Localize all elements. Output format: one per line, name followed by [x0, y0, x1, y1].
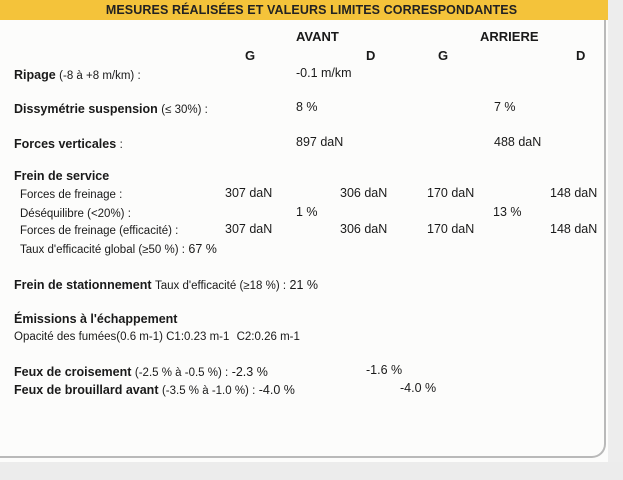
feux-brouillard-row — [14, 383, 295, 399]
feux-croisement-row — [14, 365, 268, 381]
feux-brouillard-label: Feux de brouillard avant — [14, 383, 159, 397]
ripage-row — [14, 68, 141, 84]
column-arriere-g: G — [438, 48, 449, 63]
desequilibre-avant: 1 % — [296, 205, 318, 219]
forces-freinage-label: Forces de freinage : — [20, 189, 123, 201]
feux-croisement-gauche: -2.3 % — [231, 365, 268, 379]
taux-efficacite-row — [20, 242, 217, 258]
dissymetrie-arriere: 7 % — [494, 100, 516, 114]
ripage-label: Ripage — [14, 68, 56, 82]
forces-efficacite-av-d: 306 daN — [340, 222, 388, 236]
frein-stationnement-title: Frein de stationnement — [14, 278, 152, 292]
feux-brouillard-droite: -4.0 % — [400, 381, 437, 395]
opacite-label: Opacité des fumées(0.6 m-1) — [14, 331, 163, 343]
forces-freinage-ar-d: 148 daN — [550, 186, 598, 200]
opacite-c1: C1:0.23 m-1 — [166, 331, 230, 343]
ripage-limit: (-8 à +8 m/km) : — [59, 70, 141, 82]
header-title: MESURES RÉALISÉES ET VALEURS LIMITES CORRESPONDANTES — [105, 3, 518, 17]
emissions-row — [14, 330, 300, 345]
dissymetrie-limit: (≤ 30%) : — [161, 104, 208, 116]
emissions-title: Émissions à l'échappement — [14, 312, 178, 326]
dissymetrie-row — [14, 102, 208, 118]
forces-verticales-arriere: 488 daN — [494, 135, 542, 149]
forces-efficacite-ar-g: 170 daN — [427, 222, 475, 236]
desequilibre-arriere: 13 % — [493, 205, 522, 219]
forces-efficacite-label: Forces de freinage (efficacité) : — [20, 225, 179, 237]
forces-verticales-row — [14, 137, 123, 153]
page-edge-bottom — [0, 462, 623, 480]
column-avant-g: G — [245, 48, 256, 63]
taux-efficacite-value: 67 % — [188, 242, 217, 256]
opacite-c2: C2:0.26 m-1 — [236, 331, 300, 343]
feux-brouillard-gauche: -4.0 % — [258, 383, 295, 397]
forces-efficacite-av-g: 307 daN — [225, 222, 273, 236]
forces-freinage-ar-g: 170 daN — [427, 186, 475, 200]
column-avant: AVANT — [296, 29, 339, 44]
feux-croisement-label: Feux de croisement — [14, 365, 132, 379]
frein-stationnement-value: 21 % — [289, 278, 319, 292]
column-arriere-d: D — [576, 48, 586, 63]
desequilibre-label: Déséquilibre (<20%) : — [20, 208, 131, 220]
dissymetrie-avant: 8 % — [296, 100, 318, 114]
ripage-value: -0.1 m/km — [296, 66, 352, 80]
frein-stationnement-row — [14, 278, 318, 294]
forces-verticales-colon: : — [119, 139, 123, 151]
column-arriere: ARRIERE — [480, 29, 539, 44]
column-avant-d: D — [366, 48, 376, 63]
forces-freinage-av-g: 307 daN — [225, 186, 273, 200]
forces-efficacite-ar-d: 148 daN — [550, 222, 598, 236]
forces-freinage-av-d: 306 daN — [340, 186, 388, 200]
forces-verticales-avant: 897 daN — [296, 135, 344, 149]
feux-croisement-limit: (-2.5 % à -0.5 %) : — [134, 367, 229, 379]
frein-stationnement-label: Taux d'efficacité (≥18 %) : — [155, 280, 287, 292]
feux-brouillard-limit: (-3.5 % à -1.0 %) : — [161, 385, 256, 397]
feux-croisement-droite: -1.6 % — [366, 363, 403, 377]
taux-efficacite-label: Taux d'efficacité global (≥50 %) : — [20, 244, 185, 256]
forces-verticales-label: Forces verticales — [14, 137, 117, 151]
frein-service-title: Frein de service — [14, 169, 110, 183]
page-edge-right — [608, 0, 623, 480]
dissymetrie-label: Dissymétrie suspension — [14, 102, 158, 116]
